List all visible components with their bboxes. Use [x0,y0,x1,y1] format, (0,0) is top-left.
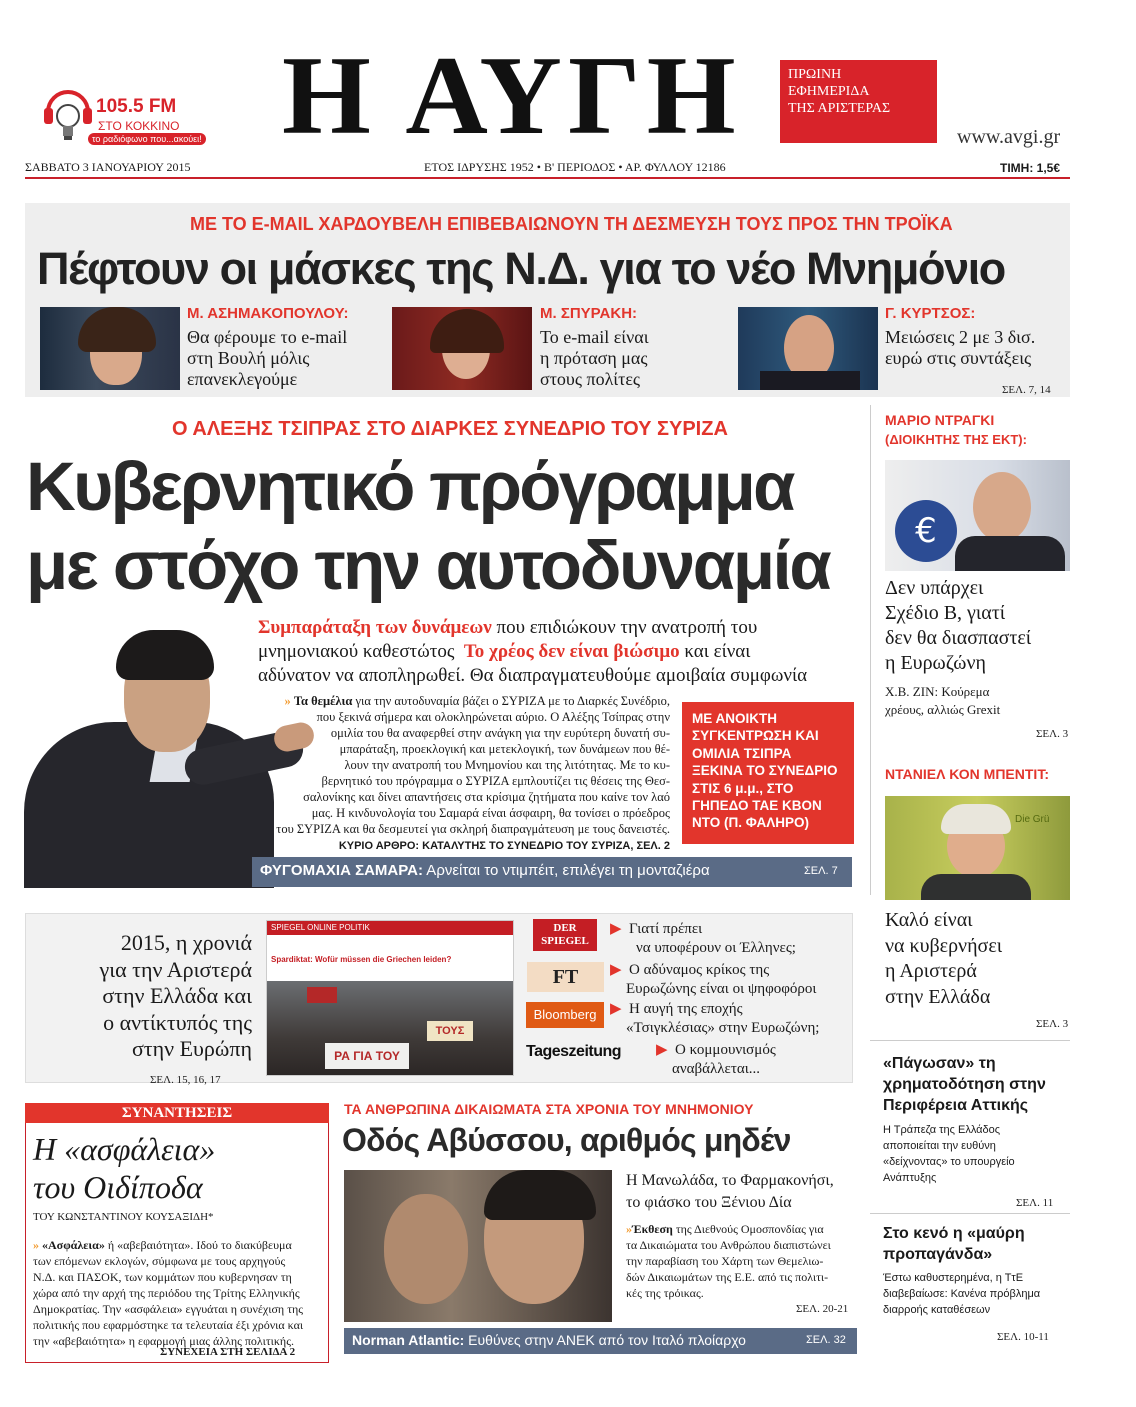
box-line: ΣΤΙΣ 6 μ.μ., ΣΤΟ [692,780,794,796]
quote-line: Σχέδιο Β, γιατί [885,602,1006,624]
draghi-sub [885,683,1000,719]
photo-hair [430,309,504,353]
deck-line [258,640,807,664]
quote-speaker: Μ. ΑΣΗΜΑΚΟΠΟΥΛΟΥ: [187,305,349,322]
top-story-kicker: ΜΕ ΤΟ E-MAIL ΧΑΡΔΟΥΒΕΛΗ ΕΠΙΒΕΒΑΙΩΝΟΥΝ ΤΗ ΔΕΣΜΕΥΣΗ ΤΟΥΣ ΠΡΟΣ ΤΗΝ ΤΡΟΪΚΑ [190,214,953,234]
spiegel-screenshot [266,920,514,1076]
photo-suit [921,874,1031,900]
arrow-icon: ▶ [610,1001,622,1017]
box-line: ΞΕΚΙΝΑ ΤΟ ΣΥΝΕΔΡΙΟ [692,763,838,779]
body-line: χώρα από την αρχή της περιόδου της Τρίτης Ελληνικής [33,1286,300,1300]
body-line: Έστω καθυστερημένα, η ΤτΕ [883,1272,1024,1284]
box-line: ΣΥΓΚΕΝΤΡΩΣΗ ΚΑΙ [692,728,819,744]
news2-headline[interactable] [883,1223,1025,1265]
masthead-tagline-box [780,60,937,143]
body-line: δών Δικαιωμάτων της Ε.Ε. από τις πολιτι- [626,1270,829,1284]
quote-line: Μειώσεις 2 με 3 δισ. [885,327,1036,347]
photo-asimakopoulou [40,307,180,390]
photo-head [973,472,1031,542]
title-line: Η «ασφάλεια» [33,1131,216,1167]
article-ref[interactable]: ΚΥΡΙΟ ΑΡΘΡΟ: ΚΑΤΑΛΥΤΗΣ ΤΟ ΣΥΝΕΔΡΙΟ ΤΟΥ ΣΥΡΙΖΑ, ΣΕΛ. 2 [338,840,670,852]
radio-frequency: 105.5 FM [96,96,177,117]
news1-headline[interactable] [883,1053,1046,1116]
page-ref: ΣΕΛ. 15, 16, 17 [150,1074,221,1086]
page-ref: ΣΕΛ. 11 [1016,1197,1054,1209]
box-line: ΟΜΙΛΙΑ ΤΣΙΠΡΑ [692,745,792,761]
body-text: ή «αβεβαιότητα». Ιδού το διακύβευμα [104,1238,292,1252]
screenshot-header: SPIEGEL ONLINE POLITIK [267,921,514,935]
title-line: του Οιδίποδα [33,1169,203,1205]
body-text: για την αυτοδυναμία βάζει ο ΣΥΡΙΖΑ με το Διαρκές Συνέδριο, [352,694,670,708]
item-line [610,920,796,939]
quote-line: Δεν υπάρχει [885,577,984,599]
headline-line: Στο κενό η «μαύρη [883,1225,1025,1242]
photo-suit [760,371,860,390]
europe-headline[interactable] [30,930,252,1063]
quote-text [187,327,347,390]
bg-sign: Die Grü [1015,814,1050,825]
body-line: σαλονίκης και δίνει απαντήσεις στα κρίσιμα ζητήματα που καίνε τον λαό [303,790,670,804]
body-line: διαρροής καταθέσεων [883,1304,991,1316]
photo-suit [955,536,1065,571]
column-author: ΤΟΥ ΚΩΝΣΤΑΝΤΙΝΟΥ ΚΟΥΣΑΞΙΔΗ* [33,1211,214,1223]
photo-hair [941,804,1011,834]
quote-line: να κυβερνήσει [885,934,1003,957]
arrow-icon: ▶ [610,921,622,937]
deck-highlight: Το χρέος δεν είναι βιώσιμο [463,641,680,662]
sidebar-divider [870,405,871,895]
body-line: του ΣΥΡΙΖΑ και θα δεσμευτεί για σκληρή διαπραγμάτευση με τους δανειστές. [276,822,670,836]
body-line [626,1221,831,1237]
item-text: Γιατί πρέπει [629,921,703,937]
tagline-line: ΤΗΣ ΑΡΙΣΤΕΡΑΣ [788,101,891,116]
photo-migrants [344,1170,612,1322]
quote-line: Θα φέρουμε το e-mail [187,327,348,347]
sidebar-divider [870,1040,1070,1041]
lightbulb-headphones-icon [42,86,94,146]
draghi-quote[interactable] [885,576,1031,676]
banner-page: ΣΕΛ. 7 [804,865,838,877]
deck-line: Η Μανωλάδα, το Φαρμακονήσι, [626,1172,834,1189]
human-rights-kicker: ΤΑ ΑΝΘΡΩΠΙΝΑ ΔΙΚΑΙΩΜΑΤΑ ΣΤΑ ΧΡΟΝΙΑ ΤΟΥ ΜΝΗΜΟΝΙΟΥ [344,1101,754,1117]
issue-info: ΕΤΟΣ ΙΔΡΥΣΗΣ 1952 • Β' ΠΕΡΙΟΔΟΣ • ΑΡ. ΦΥΛΛΟΥ 12186 [424,160,726,174]
issue-date: ΣΑΒΒΑΤΟ 3 ΙΑΝΟΥΑΡΙΟΥ 2015 [25,160,191,174]
headline-line: «Πάγωσαν» τη [883,1055,996,1072]
headline-line: ο αντίκτυπός της [103,1009,252,1035]
body-line: των επόμενων εκλογών, σύμφωνα με τους αρχηγούς [33,1254,286,1268]
quote-line: επανεκλεγούμε [187,369,298,389]
human-rights-deck [626,1170,834,1214]
logo-bloomberg: Bloomberg [526,1002,604,1028]
cohn-bendit-name: ΝΤΑΝΙΕΛ ΚΟΝ ΜΠΕΝΤΙΤ: [885,766,1049,782]
body-line: Δημοκρατίας. Την «ασφάλεια» εγγυάται η συνέχιση της [33,1302,304,1316]
box-line: ΝΤΟ (Π. ΦΑΛΗΡΟ) [692,815,809,831]
headline-line: προπαγάνδα» [883,1246,993,1263]
congress-box [682,702,854,844]
quote-line: η Ευρωζώνη [885,652,986,674]
photo-draghi [885,460,1070,571]
human-rights-headline[interactable]: Οδός Αβύσσου, αριθμός μηδέν [342,1122,791,1158]
deck-text: και είναι [679,641,751,662]
body-line: τα Δικαιώματα του Ανθρώπου διαπιστώνει [626,1238,831,1252]
masthead-rule [25,177,1070,179]
radio-slogan: το ραδιόφωνο που...ακούει! [88,133,206,145]
item-text: Ο αδύναμος κρίκος της [629,962,770,978]
main-story-kicker: Ο ΑΛΕΞΗΣ ΤΣΙΠΡΑΣ ΣΤΟ ΔΙΑΡΚΕΣ ΣΥΝΕΔΡΙΟ ΤΟΥ ΣΥΡΙΖΑ [172,418,728,440]
quote-line: Καλό είναι [885,909,973,931]
column-title[interactable] [33,1130,215,1206]
photo-hair [78,307,156,352]
top-story-headline[interactable]: Πέφτουν οι μάσκες της Ν.Δ. για το νέο Μνημόνιο [37,243,1005,294]
photo-spyraki [392,307,532,390]
item-line [610,961,816,980]
arrow-icon: ▶ [656,1042,668,1058]
draghi-name: ΜΑΡΙΟ ΝΤΡΑΓΚΙ [885,412,995,428]
protest-placard: ΡΑ ΓΙΑ ΤΟΥ [325,1043,409,1069]
photo-cohn-bendit [885,796,1070,900]
logo-tageszeitung: Tageszeitung [526,1043,622,1060]
sidebar-divider [870,1213,1070,1214]
box-line: ΜΕ ΑΝΟΙΚΤΗ [692,711,777,726]
euro-logo: € [895,500,957,562]
banner-bold: ΦΥΓΟΜΑΧΙΑ ΣΑΜΑΡΑ: [260,862,423,879]
banner-text: Αρνείται το ντιμπέιτ, επιλέγει τη μονταζιέρα [422,862,710,879]
deck-line: αδύνατον να αποπληρωθεί. Θα διαπραγματευθούμε αμοιβαία συμφωνία [258,665,808,686]
item-line [610,1000,819,1019]
headline-line: στην Ελλάδα και [102,983,252,1008]
radio-logo[interactable] [42,86,202,150]
quote-line: ευρώ στις συντάξεις [885,348,1032,368]
body-line: την «αβεβαιότητα» η εφαρμογή μιας άλλης πολιτικής. [33,1334,294,1348]
sub-line: Χ.Β. ΖΙΝ: Κούρεμα [885,684,990,699]
page-ref: ΣΕΛ. 3 [1036,728,1069,740]
page-ref: ΣΕΛ. 10-11 [997,1331,1049,1343]
banner-text: Ευθύνες στην ΑΝΕΚ από τον Ιταλό πλοίαρχο [464,1332,746,1348]
body-line: αποποιείται την ευθύνη [883,1140,996,1152]
body-line [33,1237,303,1253]
quote-speaker: Γ. ΚΥΡΤΣΟΣ: [885,305,976,322]
logo-ft: FT [527,962,604,992]
body-line [252,693,670,709]
body-line: που ξεκινά σήμερα και ολοκληρώνεται αύριο. Ο Αλέξης Τσίπρας στην [316,710,670,724]
item-text: Η αυγή της εποχής [629,1001,743,1017]
quote-line: η πρόταση μας [540,348,648,368]
human-rights-body [626,1221,831,1301]
main-body [252,693,670,854]
body-line: μπαράταξη, προεκλογική και μετεκλογική, των δυνάμεων που θέ- [339,742,670,756]
page-ref: ΣΕΛ. 20-21 [796,1303,849,1315]
headline-line: Περιφέρεια Αττικής [883,1097,1029,1114]
headline-line: 2015, η χρονιά [120,930,252,955]
europe-item[interactable] [610,1000,819,1038]
europe-item[interactable] [610,961,816,999]
item-text: Ο κομμουνισμός [675,1042,776,1058]
column-section-label: ΣΥΝΑΝΤΗΣΕΙΣ [25,1103,329,1123]
quote-text [885,327,1035,369]
body-line: διαβεβαίωσε: Κανένα πρόβλημα [883,1288,1041,1300]
bullet-icon: » [626,1222,632,1236]
main-headline-line2[interactable]: με στόχο την αυτοδυναμία [26,527,830,604]
banner-bold: Norman Atlantic: [352,1332,465,1348]
main-headline-line1[interactable]: Κυβερνητικό πρόγραμμα [26,448,793,525]
photo-kyrtsos [738,307,878,390]
body-line: την παραβίαση του Χάρτη των Θεμελιω- [626,1254,824,1268]
norman-atlantic-banner[interactable] [344,1328,857,1354]
body-lead: «Ασφάλεια» [42,1238,105,1252]
headline-line: στην Ευρώπη [131,1036,252,1061]
body-line: Ανάπτυξης [883,1172,937,1184]
column-body [33,1237,303,1349]
deck-line: το φιάσκο του Ξένιου Δία [626,1194,792,1211]
item-line: να υποφέρουν οι Έλληνες; [636,940,796,956]
protest-flag [307,987,337,1003]
bullet-icon: » [284,694,291,708]
body-line: Ν.Δ. και ΠΑΣΟΚ, των κομμάτων που κυβερνησαν τη [33,1270,292,1284]
body-line: λουν την ανατροπή του Μνημονίου και της λιτότητας. Με το κυ- [344,758,670,772]
photo-face [384,1194,468,1304]
quote-line: Το e-mail είναι [540,327,649,347]
price: ΤΙΜΗ: 1,5€ [1000,161,1061,175]
samaras-banner[interactable] [252,857,852,887]
body-line: Η Τράπεζα της Ελλάδος [883,1124,1001,1136]
quote-line: η Αριστερά [885,960,977,982]
website-link[interactable]: www.avgi.gr [957,126,1061,148]
photo-hair [116,630,214,680]
sub-line: χρέους, αλλιώς Grexit [885,702,1001,717]
bullet-icon: » [33,1238,39,1252]
quote-line: δεν θα διασπαστεί [885,627,1032,649]
body-text: της Διεθνούς Ομοσπονδίας για [672,1222,824,1236]
draghi-role: (ΔΙΟΙΚΗΤΗΣ ΤΗΣ ΕΚΤ): [885,432,1027,447]
deck-line [258,616,807,640]
arrow-icon: ▶ [610,962,622,978]
body-line: πολιτικής που εφαρμόστηκε τα τελευταία έξι χρόνια και [33,1318,304,1332]
column-continued[interactable]: ΣΥΝΕΧΕΙΑ ΣΤΗ ΣΕΛΙΔΑ 2 [160,1346,296,1358]
protest-placard: ΤΟΥΣ [427,1021,473,1041]
news1-body [883,1122,1015,1186]
deck-highlight: Συμπαράταξη των δυνάμεων [258,617,492,638]
item-line: «Τσιγκλέσιας» στην Ευρωζώνη; [626,1020,820,1036]
europe-item[interactable] [610,920,796,958]
tagline-line: ΕΦΗΜΕΡΙΔΑ [788,84,870,99]
screenshot-protest-photo [267,981,514,1076]
body-line: ομιλία του θα αναφερθεί στην ανάγκη για την ευρύτερη δυνατή συ- [330,726,670,740]
cohn-bendit-quote[interactable] [885,908,1002,1010]
deck-text: μνημονιακού καθεστώτος [258,641,455,662]
page-ref: ΣΕΛ. 7, 14 [1002,384,1051,396]
headline-line: για την Αριστερά [99,956,252,982]
item-line [656,1041,776,1060]
quote-speaker: Μ. ΣΠΥΡΑΚΗ: [540,305,638,322]
body-line: «δείχνοντας» το υπουργείο [883,1156,1015,1168]
deck-text: που επιδιώκουν την ανατροπή του [491,617,758,638]
box-line: ΓΗΠΕΔΟ ΤΑΕ ΚΒΟΝ [692,798,822,814]
body-line: βερνητικό του πρόγραμμα ο ΣΥΡΙΖΑ εμπλουτίζει τις θέσεις της Θεσ- [321,774,670,788]
quote-line: στους πολίτες [540,369,641,389]
item-line: Ευρωζώνης είναι οι ψηφοφόροι [626,981,817,997]
body-lead: Έκθεση [632,1222,673,1236]
masthead-title: Η ΑΥΓΗ [282,34,742,158]
europe-item[interactable] [656,1041,776,1079]
item-line: αναβάλλεται... [672,1061,761,1077]
quote-line: στην Ελλάδα [885,985,991,1008]
body-line: κές της τρόικας. [626,1286,704,1300]
page-ref: ΣΕΛ. 3 [1036,1018,1069,1030]
logo-der-spiegel: DER SPIEGEL [533,919,597,951]
screenshot-title: Spardiktat: Wofür müssen die Griechen leiden? [271,955,452,964]
quote-line: στη Βουλή μόλις [187,348,310,368]
body-lead: Τα θεμέλια [293,694,353,708]
quote-text [540,327,649,390]
main-deck [258,616,807,688]
tagline-line: ΠΡΩΙΝΗ [788,67,842,82]
radio-station-name: ΣΤΟ ΚΟΚΚΙΝΟ [98,119,180,133]
news2-body [883,1270,1040,1318]
banner-page: ΣΕΛ. 32 [806,1334,846,1346]
photo-hair [484,1170,596,1220]
headline-line: χρηματοδότηση στην [883,1076,1046,1093]
body-line: μας. Η κινδυνολογία του Σαμαρά είναι άσφαιρη, θα τονίσει ο πρόεδρος [311,806,670,820]
